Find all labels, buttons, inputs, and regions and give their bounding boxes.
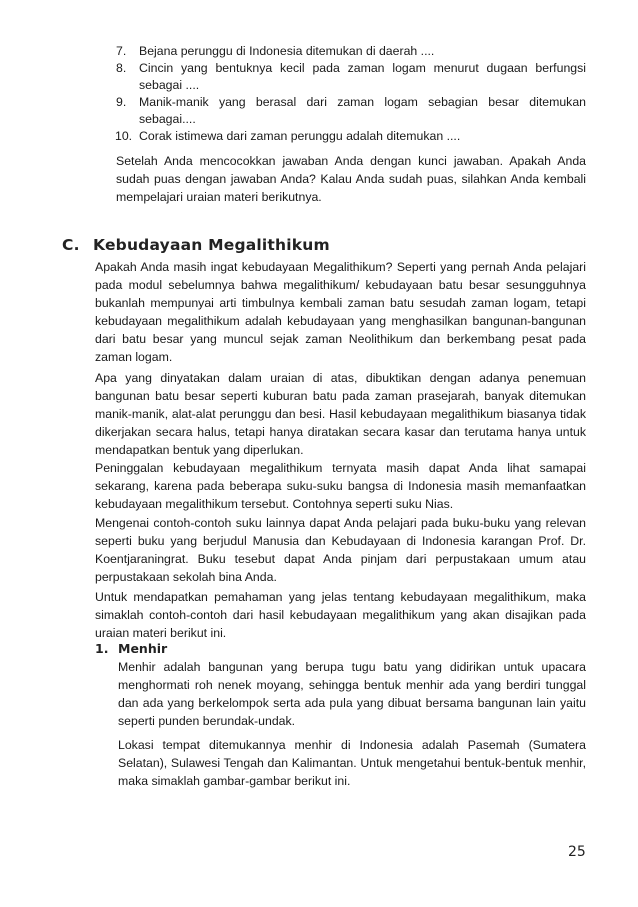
list-item-number: 8. <box>116 61 127 75</box>
subsection-heading <box>95 641 167 656</box>
list-item <box>116 128 586 145</box>
question-list <box>116 43 586 145</box>
section-paragraph-1: Apakah Anda masih ingat kebudayaan Megalithikum? Seperti yang pernah Anda pelajari pada modul sebelumnya bahwa megalithikum/ kebudayaan batu besar sesungguhnya bukanlah mempunyai arti timbulnya kembali zaman batu sesudah zaman logam, tetapi kebudayaan megalithikum adalah kebudayaan yang menghasilkan bangunan-bangunan dari batu besar yang muncul sejak zaman Neolithikum dan berkembang pesat pada zaman logam. <box>95 260 586 364</box>
list-item-text: Cincin yang bentuknya kecil pada zaman logam menurut dugaan berfungsi sebagai .... <box>139 61 586 92</box>
subsection-paragraph-1: Menhir adalah bangunan yang berupa tugu batu yang didirikan untuk upacara menghormati roh nenek moyang, sehingga bentuk menhir ada yang berdiri tunggal dan ada yang berkelompok serta ada pula yang dibuat bersama bangunan lain yaitu seperti punden berundak-undak. <box>118 660 586 728</box>
subsection-title: Menhir <box>118 641 168 656</box>
section-paragraph-5: Untuk mendapatkan pemahaman yang jelas tentang kebudayaan megalithikum, maka simaklah contoh-contoh dari hasil kebudayaan megalithikum yang akan disajikan pada uraian materi berikut ini. <box>95 590 586 640</box>
list-item-number: 10. <box>115 129 133 143</box>
page-number: 25 <box>568 844 586 860</box>
list-item-number: 7. <box>116 44 127 58</box>
list-item <box>116 43 586 60</box>
section-title: Kebudayaan Megalithikum <box>93 236 330 254</box>
section-paragraph-2: Apa yang dinyatakan dalam uraian di atas, dibuktikan dengan adanya penemuan bangunan batu besar seperti kuburan batu pada zaman prasejarah, banyak ditemukan manik-manik, alat-alat perunggu dan besi. Hasil kebudayaan megalithikum biasanya tidak dikerjakan secara halus, tetapi hanya diratakan secara kasar dan terutama hanya untuk mendapatkan bentuk yang diperlukan. <box>95 371 586 457</box>
section-paragraph-3: Peninggalan kebudayaan megalithikum ternyata masih dapat Anda lihat samapai sekarang, karena pada beberapa suku-suku bangsa di Indonesia masih memanfaatkan kebudayaan megalithikum tersebut. Contohnya seperti suku Nias. <box>95 461 586 511</box>
section-paragraph-2-block <box>95 369 586 459</box>
subsection-paragraph-2: Lokasi tempat ditemukannya menhir di Indonesia adalah Pasemah (Sumatera Selatan), Sulawesi Tengah dan Kalimantan. Untuk mengetahui bentuk-bentuk menhir, maka simaklah gambar-gambar berikut ini. <box>118 738 586 788</box>
section-paragraph-4: Mengenai contoh-contoh suku lainnya dapat Anda pelajari pada buku-buku yang relevan seperti buku yang berjudul Manusia dan Kebudayaan di Indonesia karangan Prof. Dr. Koentjaraningrat. Buku tesebut dapat Anda pinjam dari perpustakaan umum atau perpustakaan sekolah bina Anda. <box>95 516 586 584</box>
intro-paragraph-block <box>116 152 586 206</box>
section-paragraph-5-block <box>95 588 586 642</box>
list-item-text: Bejana perunggu di Indonesia ditemukan di daerah .... <box>139 44 435 58</box>
section-paragraph-3-block <box>95 459 586 513</box>
section-letter: C. <box>62 236 80 254</box>
list-item-text: Manik-manik yang berasal dari zaman logam sebagian besar ditemukan sebagai.... <box>139 95 586 126</box>
intro-paragraph: Setelah Anda mencocokkan jawaban Anda dengan kunci jawaban. Apakah Anda sudah puas dengan jawaban Anda? Kalau Anda sudah puas, silahkan Anda kembali mempelajari uraian materi berikutnya. <box>116 154 586 204</box>
list-item-text: Corak istimewa dari zaman perunggu adalah ditemukan .... <box>139 129 461 143</box>
subsection-paragraph-2-block <box>118 736 586 790</box>
section-paragraph-4-block <box>95 514 586 586</box>
subsection-paragraph-1-block <box>118 658 586 730</box>
list-item <box>116 60 586 94</box>
section-paragraph-1-block <box>95 258 586 366</box>
section-heading <box>62 236 330 254</box>
subsection-number: 1. <box>95 641 109 656</box>
list-item <box>116 94 586 128</box>
list-item-number: 9. <box>116 95 127 109</box>
